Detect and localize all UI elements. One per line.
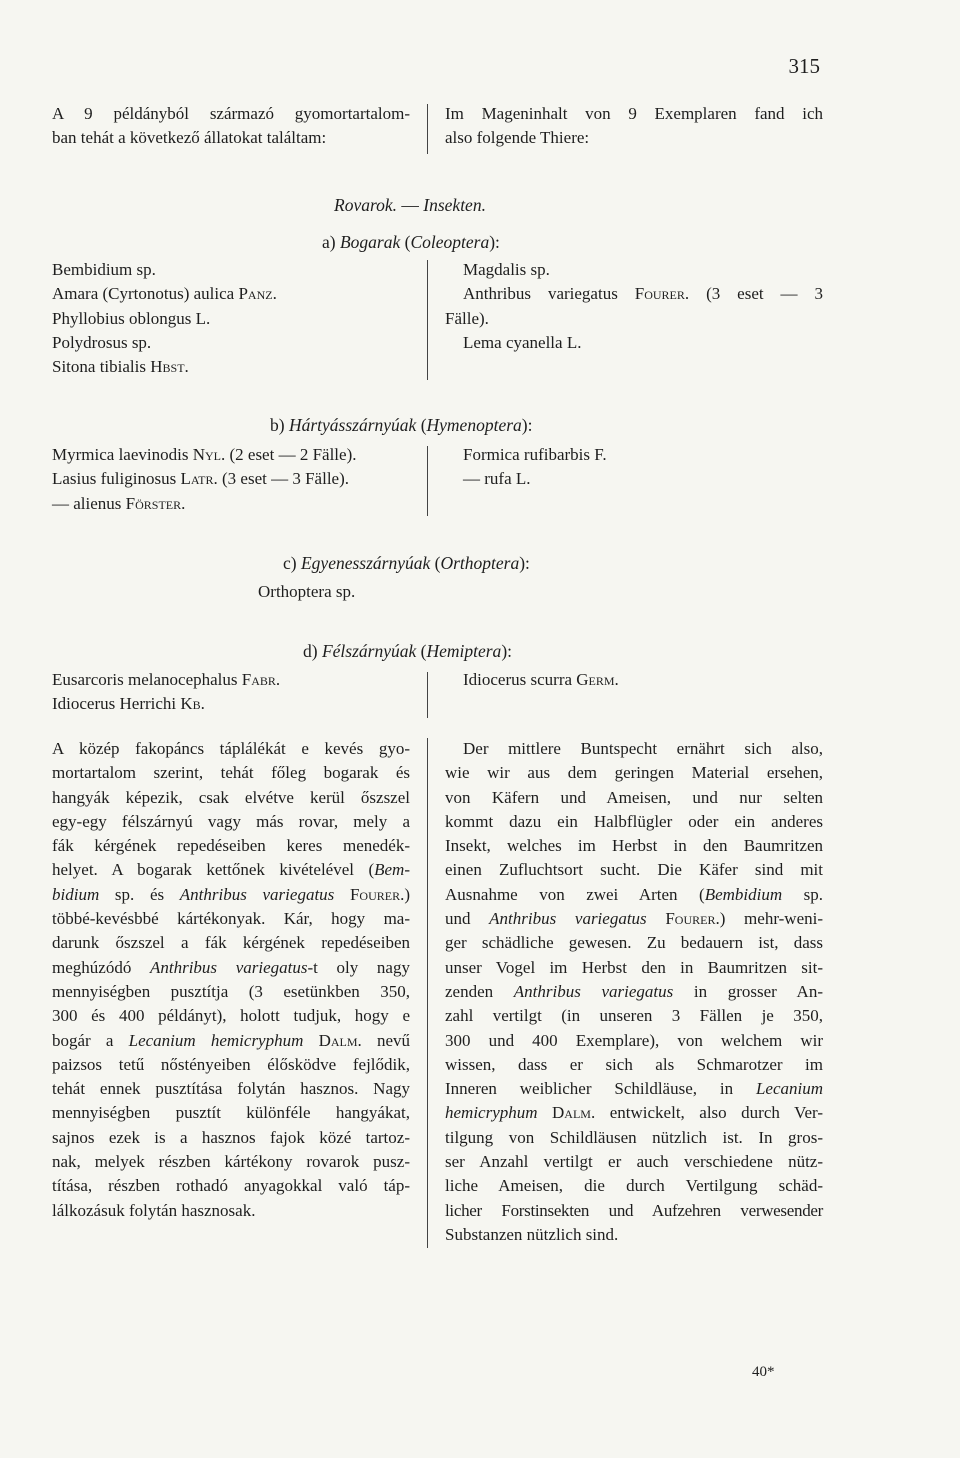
body-line: darunk őszszel a fák kérgének repedéseiben	[52, 933, 410, 953]
coleoptera-list-right	[445, 258, 823, 355]
body-line: einen Zufluchtsort sucht. Die Käfer sind mit	[445, 860, 823, 880]
hymenoptera-list-right	[445, 443, 823, 492]
body-line: Der mittlere Buntspecht ernährt sich also,	[463, 739, 823, 758]
column-divider	[427, 738, 428, 1248]
species-item: Lema cyanella L.	[463, 332, 582, 352]
column-divider	[427, 260, 428, 380]
body-line: bogár a Lecanium hemicryphum Dalm. nevű	[52, 1030, 411, 1050]
body-line: meghúzódó Anthribus variegatus-t oly nagy	[52, 957, 410, 977]
body-line: paizsos tetű nőstényeiben élősködve fejlődik,	[52, 1054, 410, 1074]
body-line: ger schädliche gewesen. Zu bedauern ist, dass	[445, 933, 823, 953]
column-divider	[427, 446, 428, 516]
species-item: Polydrosus sp.	[52, 332, 152, 352]
body-line: hemicryphum Dalm. entwickelt, also durch Ver-	[445, 1103, 823, 1123]
intro-german	[445, 102, 823, 151]
body-line: Insekt, welches im Herbst in den Baumritzen	[445, 836, 823, 856]
body-line: mennyiségben pusztít különféle hangyákat,	[52, 1103, 410, 1123]
body-line: Ausnahme von zwei Arten (Bembidium sp.	[445, 884, 823, 904]
intro-hu-line: ban tehát a következő állatokat találtam:	[52, 128, 327, 148]
body-line: mennyiségben pusztítja (3 esetünkben 350,	[52, 981, 410, 1001]
body-line: und Anthribus variegatus Fourer.) mehr-weni-	[445, 909, 824, 929]
body-line: licher Forstinsekten und Aufzehren verwesender	[445, 1200, 823, 1220]
body-line: von Käfern und Ameisen, und nur selten	[445, 787, 823, 807]
body-line: nak, melyek részben kártékony rovarok pusz-	[52, 1152, 410, 1172]
body-line: Substanzen nützlich sind.	[445, 1224, 619, 1244]
body-line: 300 und 400 Exemplare), von welchem wir	[445, 1030, 823, 1050]
species-item: Phyllobius oblongus L.	[52, 308, 211, 328]
body-line: egy-egy félszárnyú vagy más rovar, mely a	[52, 811, 410, 831]
body-text-german	[445, 737, 823, 1247]
body-line: bidium sp. és Anthribus variegatus Fourer.)	[52, 884, 410, 904]
species-item: — alienus Förster.	[52, 493, 186, 513]
species-item: Sitona tibialis Hbst.	[52, 357, 189, 377]
section-title: Rovarok. — Insekten.	[334, 195, 486, 215]
body-line: títása, részben rothadó anyagokkal való táp-	[52, 1176, 410, 1196]
group-heading-hymenoptera: b) Hártyásszárnyúak (Hymenoptera):	[270, 415, 533, 435]
column-divider	[427, 104, 428, 154]
species-item: Idiocerus Herrichi Kb.	[52, 694, 205, 714]
coleoptera-list-left	[52, 258, 410, 379]
hemiptera-list-left	[52, 668, 410, 717]
body-line: többé-kevésbbé kártékonyak. Kár, hogy ma-	[52, 909, 410, 929]
body-line: ser Anzahl vertilgt er auch verschiedene nütz-	[445, 1152, 823, 1172]
body-line: tilgung von Schildläusen nützlich ist. In gros-	[445, 1127, 823, 1147]
body-line: zahl vertilgt (in unseren 3 Fällen je 350,	[445, 1006, 823, 1026]
signature-mark: 40*	[752, 1364, 775, 1380]
body-line: hangyák képezik, csak elvétve kerül őszszel	[52, 787, 410, 807]
column-divider	[427, 672, 428, 718]
hemiptera-list-right	[445, 668, 823, 692]
species-item-continued: Fälle).	[445, 308, 489, 328]
species-item: Eusarcoris melanocephalus Fabr.	[52, 670, 281, 689]
species-item: Amara (Cyrtonotus) aulica Panz.	[52, 284, 277, 304]
group-heading-hemiptera: d) Félszárnyúak (Hemiptera):	[303, 641, 513, 661]
body-line: liche Ameisen, die durch Vertilgung schäd-	[445, 1176, 823, 1196]
body-line: wissen, dass er sich als Schmarotzer im	[445, 1054, 823, 1074]
intro-hungarian	[52, 102, 410, 151]
body-line: A közép fakopáncs táplálékát e kevés gyo-	[52, 739, 410, 758]
body-line: unser Vogel im Herbst den in Baumritzen sit-	[445, 957, 823, 977]
group-heading-coleoptera: a) Bogarak (Coleoptera):	[322, 232, 500, 252]
intro-hu-line: A 9 példányból származó gyomortartalom-	[52, 104, 410, 123]
species-item: — rufa L.	[463, 469, 531, 489]
species-item: Anthribus variegatus Fourer. (3 eset — 3	[463, 284, 823, 304]
body-line: helyet. A bogarak kettőnek kivételével (Bem-	[52, 860, 410, 880]
species-item: Orthoptera sp.	[258, 582, 356, 601]
page-number: 315	[788, 54, 820, 78]
hymenoptera-list-left	[52, 443, 410, 516]
body-line: lálkozásuk folytán hasznosak.	[52, 1200, 256, 1220]
species-item: Magdalis sp.	[463, 260, 550, 279]
body-line: tehát ennek pusztítása folytán hasznos. Nagy	[52, 1079, 410, 1099]
species-item: Myrmica laevinodis Nyl. (2 eset — 2 Fälle).	[52, 445, 357, 464]
body-line: fák kérgének repedéseiben keres menedék-	[52, 836, 410, 856]
body-line: kommt dazu ein Halbflügler oder ein anderes	[445, 811, 823, 831]
body-line: zenden Anthribus variegatus in grosser An-	[445, 981, 823, 1001]
species-item: Formica rufibarbis F.	[463, 445, 607, 464]
body-text-hungarian	[52, 737, 410, 1223]
body-line: sajnos ezek is a hasznos fajok közé tartoz-	[52, 1127, 410, 1147]
intro-de-line: Im Mageninhalt von 9 Exemplaren fand ich	[445, 104, 823, 123]
body-line: wie wir aus dem geringen Material ersehen,	[445, 763, 823, 783]
body-line: Inneren weiblicher Schildläuse, in Lecanium	[445, 1079, 823, 1099]
species-item: Bembidium sp.	[52, 260, 156, 279]
body-line: 300 és 400 példányt), holott tudjuk, hogy e	[52, 1006, 410, 1026]
intro-de-line: also folgende Thiere:	[445, 128, 590, 148]
species-item: Lasius fuliginosus Latr. (3 eset — 3 Fälle).	[52, 469, 350, 489]
species-item: Idiocerus scurra Germ.	[463, 670, 619, 689]
body-line: mortartalom szerint, tehát főleg bogarak és	[52, 763, 410, 783]
group-heading-orthoptera: c) Egyenesszárnyúak (Orthoptera):	[283, 553, 530, 573]
